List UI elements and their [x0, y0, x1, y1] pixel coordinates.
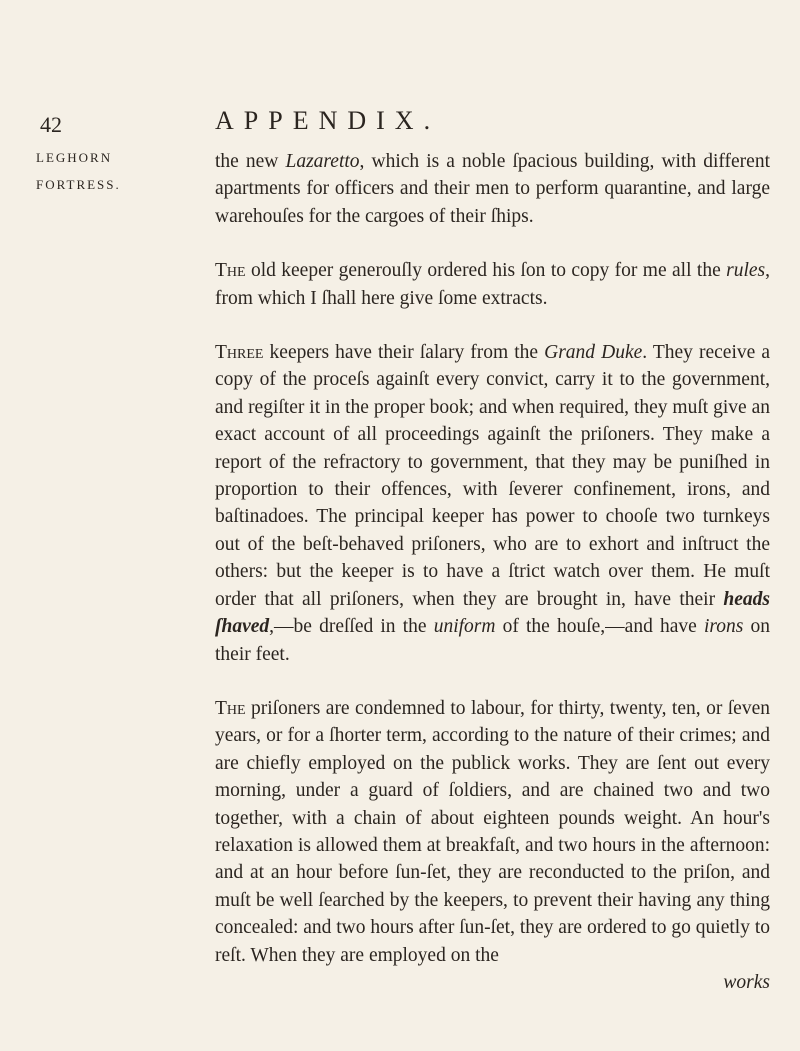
text-segment: Three	[215, 342, 264, 364]
page-header	[0, 106, 800, 146]
body-text	[215, 148, 770, 996]
text-segment: heads ſhaved	[215, 588, 770, 638]
margin-note-leghorn: LEGHORN	[36, 150, 113, 165]
text-segment: ,—be dreſſed in the	[269, 616, 434, 638]
text-segment: irons	[703, 616, 744, 638]
text-segment: The	[215, 697, 246, 719]
text-segment: Grand Duke	[544, 342, 643, 364]
text-segment: rules	[726, 260, 766, 282]
text-segment: old keeper generouſly ordered his ſon to copy for me all the	[245, 260, 727, 282]
text-segment: , which is a noble ſpacious building, with different apartments for officers and their men to perform quarantine, and large warehouſes for the cargoes of their ſhips.	[215, 151, 770, 227]
catchword: works	[723, 971, 770, 993]
text-segment: . They receive a copy of the proceſs againſt every convict, carry it to the government, and regiſter it in the proper book; and when required, they muſt give an exact account of all proceedings againſt the priſoners. They make a report of the refractory to government, that they may be puniſhed in proportion to their offences, with ſeverer confinement, irons, and baſtinadoes. The principal keeper has power to chooſe two turnkeys out of the beſt-behaved priſoners, who are to exhort and inſtruct the others: but the keeper is to have a ſtrict watch over them. He muſt order that all priſoners, when they are brought in, have their	[215, 342, 770, 610]
text-segment: of the houſe,—and have	[495, 616, 704, 638]
margin-note-fortress: FORTRESS.	[36, 177, 121, 192]
text-segment: Lazaretto	[285, 151, 360, 172]
paragraph	[215, 339, 770, 668]
text-segment: uniform	[433, 616, 496, 638]
paragraph	[215, 695, 770, 969]
paragraph	[215, 257, 770, 312]
text-segment: , from which I ſhall here give ſome extracts.	[215, 260, 770, 309]
text-segment: The	[215, 260, 246, 282]
paragraph	[215, 148, 770, 230]
page-number: 42	[40, 112, 62, 137]
text-segment: keepers have their ſalary from the	[263, 342, 545, 364]
text-segment: the new	[215, 151, 286, 172]
text-segment: priſoners are condemned to labour, for thirty, twenty, ten, or ſeven years, or for a ſhorter term, according to the nature of their crimes; and are chiefly employed on the publick works. They are ſent out every morning, under a guard of ſoldiers, and are chained two and two together, with a chain of about eighteen pounds weight. An hour's relaxation is allowed them at breakfaſt, and two hours in the afternoon: and at an hour before ſun-ſet, they are reconducted to the priſon, and muſt be well ſearched by the keepers, to prevent their having any thing concealed: and two hours after ſun-ſet, they are ordered to go quietly to reſt. When they are employed on the	[215, 697, 771, 966]
running-head: APPENDIX.	[215, 106, 441, 135]
text-segment: on their feet.	[215, 616, 770, 665]
